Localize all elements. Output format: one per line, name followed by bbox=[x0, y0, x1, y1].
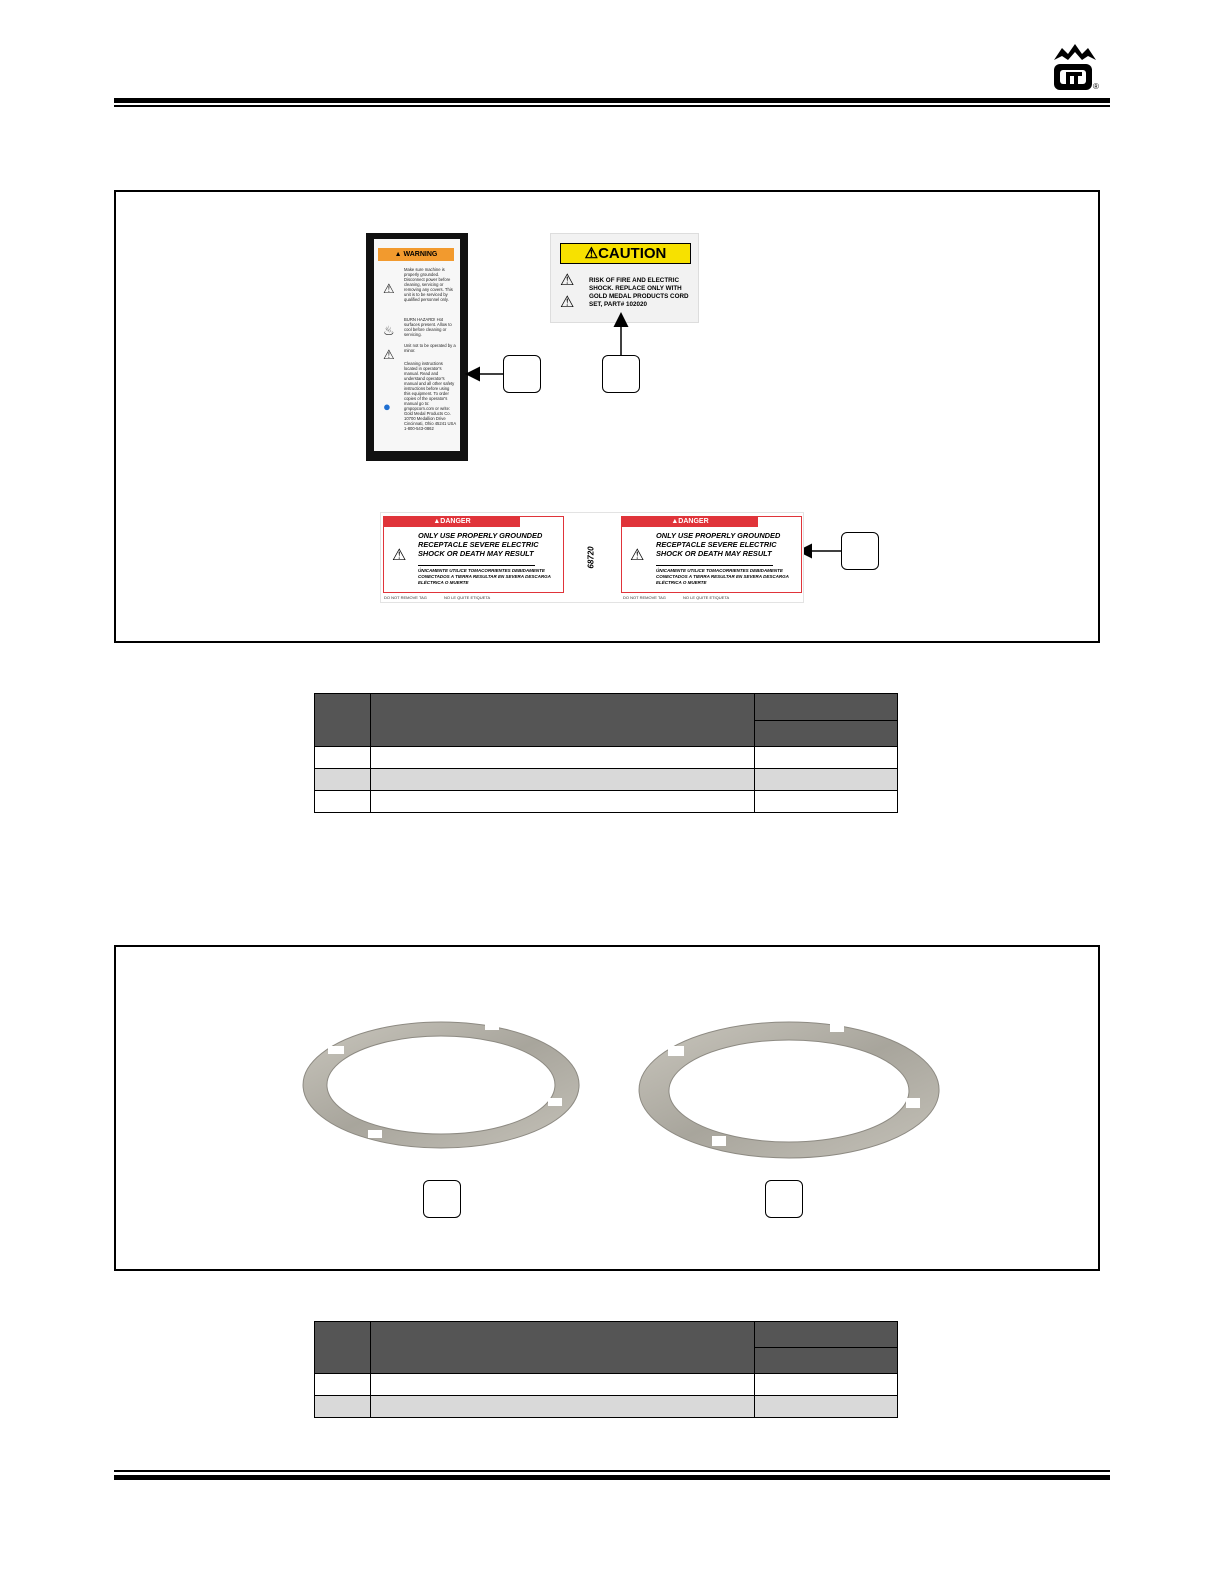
shock-hazard-icon: ⚠ bbox=[560, 294, 575, 311]
callout-box bbox=[765, 1180, 803, 1218]
shock-hazard-icon: ⚠ bbox=[392, 547, 407, 564]
registered-mark: ® bbox=[1093, 82, 1099, 91]
shock-hazard-icon: ⚠ bbox=[630, 547, 645, 564]
caution-header: ⚠CAUTION bbox=[560, 243, 691, 264]
warning-triangle-icon: ⚠ bbox=[383, 347, 395, 362]
table-header-cell bbox=[371, 1322, 755, 1374]
caution-text: RISK OF FIRE AND ELECTRIC SHOCK. REPLACE ONLY WITH GOLD MEDAL PRODUCTS CORD SET, PART# 102020 bbox=[589, 277, 689, 308]
danger-text: ONLY USE PROPERLY GROUNDED RECEPTACLE SEVERE ELECTRIC SHOCK OR DEATH MAY RESULT bbox=[656, 531, 781, 558]
table-row bbox=[315, 1396, 898, 1418]
warning-text-2: BURN HAZARD! Hot surfaces present. Allow to cool before cleaning or servicing. bbox=[404, 317, 452, 337]
warning-text-1: Make sure machine is properly grounded. Disconnect power before cleaning, servicing or removing any covers. This unit is to be serviced by qualified personnel only. bbox=[404, 267, 453, 302]
danger-footer-right: NO LE QUITE ETIQUETA bbox=[444, 595, 491, 600]
danger-header: ▲DANGER bbox=[622, 517, 758, 527]
thin-shim-ring bbox=[303, 1022, 579, 1148]
table-header-cell bbox=[755, 1348, 898, 1374]
warning-header: ▲ WARNING bbox=[378, 248, 454, 261]
danger-footer-right: NO LE QUITE ETIQUETA bbox=[683, 595, 730, 600]
callout-box bbox=[423, 1180, 461, 1218]
footer-rule-thin bbox=[114, 1470, 1110, 1472]
danger-header: ▲DANGER bbox=[384, 517, 520, 527]
table-header-cell bbox=[315, 1322, 371, 1374]
read-manual-icon: ● bbox=[383, 399, 391, 414]
table-header-cell bbox=[755, 1322, 898, 1348]
thick-shim-ring bbox=[639, 1022, 939, 1158]
warning-text-4: Cleaning instructions located in operator's manual. Read and understand operator's manual and all other safety instructions before using this equipment. To order copies of the operator's manual go to: gmpopcorn.com or write: Gold Medal Products Co. 10700 Medallion Drive Cincinnati, Ohio 45241 USA 1-800-543-0862 bbox=[404, 361, 456, 431]
tag-part-mark: 68720 bbox=[586, 546, 596, 569]
burn-hazard-icon: ♨ bbox=[383, 323, 395, 338]
danger-text-spanish: ÚNICAMENTE UTILICE TOMACORRIENTES DEBIDAMENTE CONECTADOS A TIERRA RESULTAR EN SEVERA DESCARGA ELÉCTRICA O MUERTE bbox=[418, 568, 551, 585]
fire-hazard-icon: ⚠ bbox=[560, 272, 575, 289]
danger-text: ONLY USE PROPERLY GROUNDED RECEPTACLE SEVERE ELECTRIC SHOCK OR DEATH MAY RESULT bbox=[418, 531, 543, 558]
danger-text-spanish: ÚNICAMENTE UTILICE TOMACORRIENTES DEBIDAMENTE CONECTADOS A TIERRA RESULTAR EN SEVERA DESCARGA ELÉCTRICA O MUERTE bbox=[656, 568, 789, 585]
shims-parts-table bbox=[314, 1321, 898, 1418]
danger-footer-left: DO NOT REMOVE TAG bbox=[623, 595, 666, 600]
warning-text-3: Unit not to be operated by a minor. bbox=[404, 343, 456, 353]
warning-triangle-icon: ⚠ bbox=[383, 281, 395, 296]
table-row bbox=[315, 1374, 898, 1396]
danger-footer-left: DO NOT REMOVE TAG bbox=[384, 595, 427, 600]
footer-rule bbox=[114, 1475, 1110, 1480]
